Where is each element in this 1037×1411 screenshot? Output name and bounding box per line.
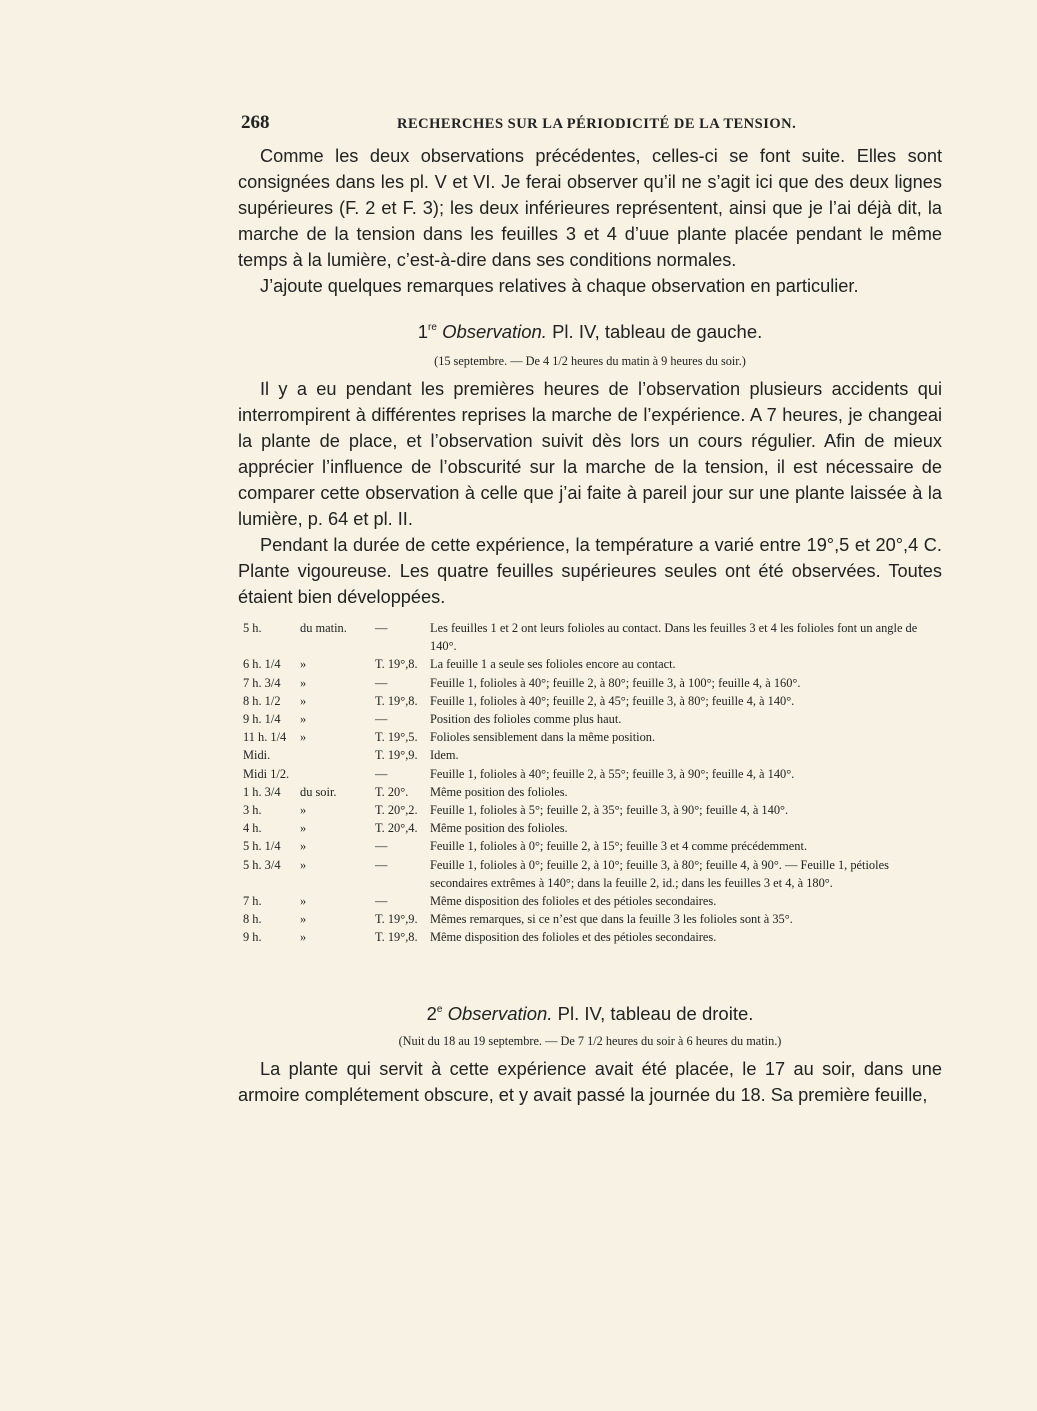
- temperature-cell: T. 19°,8.: [375, 693, 418, 708]
- temperature-cell: T. 20°,4.: [375, 821, 418, 836]
- intro-paragraph: J’ajoute quelques remarques relatives à chaque observation en particulier.: [260, 276, 859, 296]
- note-cell: Même position des folioles.: [430, 821, 568, 836]
- note-cell: Feuille 1, folioles à 40°; feuille 2, à 45°; feuille 3, à 80°; feuille 4, à 140°.: [430, 693, 795, 708]
- page-number: 268: [241, 112, 270, 133]
- table-row: [243, 837, 943, 855]
- table-row: [243, 765, 943, 783]
- time-cell: 8 h. 1/2: [243, 693, 281, 708]
- time-cell: 3 h.: [243, 803, 262, 818]
- period-cell: »: [300, 675, 307, 690]
- temperature-cell: —: [375, 675, 388, 690]
- period-cell: »: [300, 912, 307, 927]
- temperature-cell: —: [375, 857, 388, 872]
- note-cell: Même disposition des folioles et des pétioles secondaires.: [430, 930, 717, 945]
- note-cell: Feuille 1, folioles à 40°; feuille 2, à 80°; feuille 3, à 100°; feuille 4, à 160°.: [430, 675, 801, 690]
- period-cell: »: [300, 803, 307, 818]
- time-cell: 4 h.: [243, 821, 262, 836]
- temperature-cell: T. 19°,9.: [375, 912, 418, 927]
- observation-2-subnote: (Nuit du 18 au 19 septembre. — De 7 1/2 heures du soir à 6 heures du matin.): [398, 1034, 782, 1048]
- observation-1-subnote: (15 septembre. — De 4 1/2 heures du matin à 9 heures du soir.): [434, 354, 746, 368]
- observation-2-text: [238, 1056, 942, 1108]
- temperature-cell: T. 20°.: [375, 784, 409, 799]
- observation-1-paragraph: Pendant la durée de cette expérience, la température a varié entre 19°,5 et 20°,4 C. Plante vigoureuse. Les quatre feuilles supérieures seules ont été observées. Toutes étaient bien développées.: [238, 535, 942, 607]
- table-row: [243, 856, 943, 892]
- observation-1-heading: 1re Observation. Pl. IV, tableau de gauche.: [417, 321, 763, 342]
- period-cell: »: [300, 693, 307, 708]
- table-row: [243, 619, 943, 655]
- note-cell: Idem.: [430, 748, 459, 763]
- observation-1-paragraph: Il y a eu pendant les premières heures de l’observation plusieurs accidents qui interrompirent à différentes reprises la marche de l’expérience. A 7 heures, je changeai la plante de place, et l’observation suivit dès lors un cours régulier. Afin de mieux apprécier l’influence de l’obscurité sur la marche de la tension, il est nécessaire de comparer cette observation à celle que j’ai faite à pareil jour sur une plante laissée à la lumière, p. 64 et pl. II.: [238, 379, 942, 529]
- intro-text: [238, 143, 942, 299]
- note-cell: Position des folioles comme plus haut.: [430, 712, 622, 727]
- table-row: [243, 692, 943, 710]
- period-cell: »: [300, 730, 307, 745]
- note-cell: Mêmes remarques, si ce n’est que dans la feuille 3 les folioles sont à 35°.: [430, 912, 793, 927]
- temperature-cell: T. 19°,9.: [375, 748, 418, 763]
- table-row: [243, 910, 943, 928]
- time-cell: 5 h. 3/4: [243, 857, 281, 872]
- period-cell: [300, 765, 375, 783]
- time-cell: 11 h. 1/4: [243, 730, 287, 745]
- time-cell: 9 h. 1/4: [243, 712, 281, 727]
- time-cell: 5 h.: [243, 621, 262, 635]
- note-cell: Feuille 1, folioles à 5°; feuille 2, à 35°; feuille 3, à 90°; feuille 4, à 140°.: [430, 803, 789, 818]
- observation-2-paragraph: La plante qui servit à cette expérience avait été placée, le 17 au soir, dans une armoire complétement obscure, et y avait passé la journée du 18. Sa première feuille,: [238, 1059, 942, 1105]
- period-cell: »: [300, 894, 307, 909]
- note-cell: Même position des folioles.: [430, 784, 568, 799]
- temperature-cell: T. 19°,8.: [375, 657, 418, 672]
- table-row: [243, 783, 943, 801]
- note-cell: Feuille 1, folioles à 0°; feuille 2, à 10°; feuille 3, à 80°; feuille 4, à 90°. — Feuille 1, pétioles secondaires extrêmes à 140°; dans la feuille 2, id.; dans les feuilles 3 et 4, à 180°.: [430, 857, 889, 890]
- temperature-cell: —: [375, 894, 388, 909]
- period-cell: »: [300, 657, 307, 672]
- table-row: [243, 674, 943, 692]
- temperature-cell: T. 19°,5.: [375, 730, 418, 745]
- table-row: [243, 655, 943, 673]
- running-title: RECHERCHES SUR LA PÉRIODICITÉ DE LA TENSION.: [397, 116, 797, 132]
- period-cell: du matin.: [300, 621, 347, 635]
- period-cell: [300, 746, 375, 764]
- time-cell: Midi.: [243, 748, 271, 763]
- table-row: [243, 892, 943, 910]
- period-cell: »: [300, 712, 307, 727]
- observation-2-heading: 2e Observation. Pl. IV, tableau de droite.: [426, 1003, 754, 1024]
- note-cell: Même disposition des folioles et des pétioles secondaires.: [430, 894, 717, 909]
- table-row: [243, 746, 943, 764]
- time-cell: 1 h. 3/4: [243, 784, 281, 799]
- temperature-cell: T. 20°,2.: [375, 803, 418, 818]
- table-row: [243, 928, 943, 946]
- observation-1-title: Observation.: [442, 321, 547, 342]
- time-cell: 7 h. 3/4: [243, 675, 281, 690]
- table-row: [243, 710, 943, 728]
- temperature-cell: —: [375, 712, 388, 727]
- note-cell: La feuille 1 a seule ses folioles encore au contact.: [430, 657, 676, 672]
- temperature-cell: —: [375, 766, 388, 781]
- time-cell: 5 h. 1/4: [243, 839, 281, 854]
- note-cell: Les feuilles 1 et 2 ont leurs folioles au contact. Dans les feuilles 3 et 4 les folioles font un angle de 140°.: [430, 621, 918, 654]
- time-cell: 9 h.: [243, 930, 262, 945]
- temperature-cell: —: [375, 839, 388, 854]
- temperature-cell: —: [375, 621, 388, 635]
- intro-paragraph: Comme les deux observations précédentes, celles-ci se font suite. Elles sont consignées dans les pl. V et VI. Je ferai observer qu’il ne s’agit ici que des deux lignes supérieures (F. 2 et F. 3); les deux inférieures représentent, ainsi que je l’ai déjà dit, la marche de la tension dans les feuilles 3 et 4 d’uue plante placée pendant le même temps à la lumière, c’est-à-dire dans ses conditions normales.: [238, 146, 942, 270]
- period-cell: du soir.: [300, 784, 337, 799]
- note-cell: Folioles sensiblement dans la même position.: [430, 730, 656, 745]
- note-cell: Feuille 1, folioles à 0°; feuille 2, à 15°; feuille 3 et 4 comme précédemment.: [430, 839, 808, 854]
- observation-2-title: Observation.: [447, 1003, 553, 1024]
- table-row: [243, 819, 943, 837]
- period-cell: »: [300, 930, 307, 945]
- table-row: [243, 801, 943, 819]
- note-cell: Feuille 1, folioles à 40°; feuille 2, à 55°; feuille 3, à 90°; feuille 4, à 140°.: [430, 766, 795, 781]
- table-row: [243, 728, 943, 746]
- time-cell: Midi 1/2.: [243, 766, 290, 781]
- observation-1-text: [238, 376, 942, 610]
- time-cell: 8 h.: [243, 912, 262, 927]
- time-cell: 6 h. 1/4: [243, 657, 281, 672]
- period-cell: »: [300, 821, 307, 836]
- period-cell: »: [300, 857, 307, 872]
- page-header: [241, 112, 941, 136]
- temperature-cell: T. 19°,8.: [375, 930, 418, 945]
- observation-table: [243, 619, 943, 947]
- period-cell: »: [300, 839, 307, 854]
- time-cell: 7 h.: [243, 894, 262, 909]
